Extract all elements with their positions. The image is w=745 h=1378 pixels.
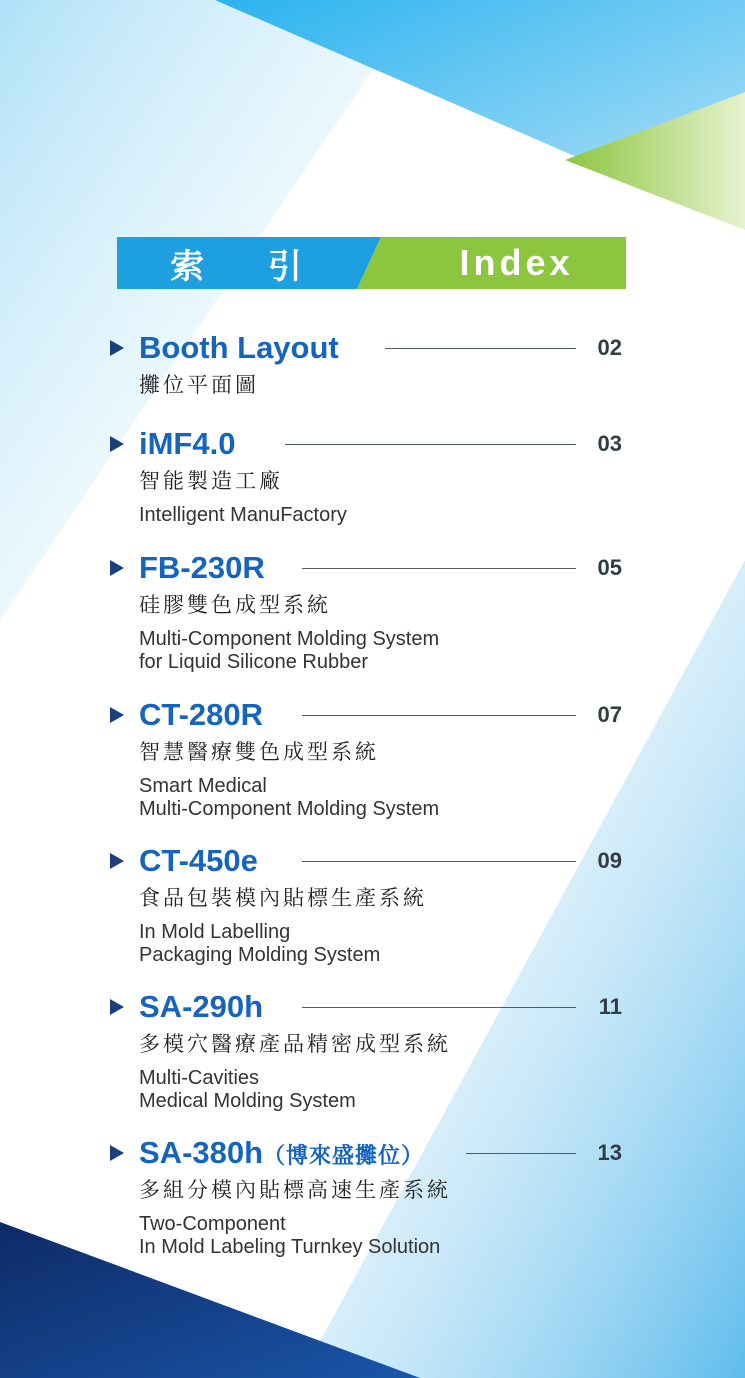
- entry-title: CT-450e: [139, 843, 258, 878]
- entry-title: SA-380h（博來盛攤位）: [139, 1135, 425, 1170]
- bullet-arrow-icon: [110, 436, 124, 452]
- bullet-arrow-icon: [110, 707, 124, 723]
- entry-subtitle-en: [139, 775, 630, 821]
- entry-subtitle-en-line: for Liquid Silicone Rubber: [139, 651, 369, 673]
- page-number: 13: [597, 1140, 622, 1165]
- page-number: 09: [597, 848, 622, 873]
- entry-subtitle-en-line: Packaging Molding System: [139, 944, 381, 966]
- banner-title-en: Index: [459, 242, 574, 283]
- entry-subtitle-cn: 多組分模內貼標高速生產系統: [139, 1178, 451, 1202]
- entry-subtitle-en: [139, 628, 630, 674]
- entry-subtitle-en: [139, 504, 630, 527]
- page-number: 02: [597, 335, 622, 360]
- entry-subtitle-cn: 多模穴醫療產品精密成型系統: [139, 1032, 451, 1056]
- entry-subtitle-en-line: Smart Medical: [139, 775, 267, 797]
- entry-title: CT-280R: [139, 697, 264, 732]
- entry-subtitle-en: [139, 921, 630, 967]
- leader-line: [302, 715, 576, 716]
- entry-subtitle-en-line: In Mold Labeling Turnkey Solution: [139, 1236, 441, 1258]
- bullet-arrow-icon: [110, 560, 124, 576]
- entry-title: FB-230R: [139, 550, 265, 585]
- entry-subtitle-en-line: Medical Molding System: [139, 1090, 356, 1112]
- bullet-arrow-icon: [110, 999, 124, 1015]
- entry-title-note: （博來盛攤位）: [263, 1143, 425, 1168]
- entry-subtitle-cn: 硅膠雙色成型系統: [139, 593, 331, 617]
- leader-line: [466, 1153, 576, 1154]
- entry-subtitle-en: [139, 1213, 630, 1259]
- leader-line: [302, 1007, 576, 1008]
- index-entry[interactable]: [110, 695, 630, 821]
- entry-title: Booth Layout: [139, 330, 339, 365]
- bullet-arrow-icon: [110, 1145, 124, 1161]
- page-number: 07: [597, 702, 622, 727]
- banner-title-cn: 索 引: [170, 246, 328, 287]
- entry-subtitle-en-line: Multi-Cavities: [139, 1067, 260, 1089]
- index-banner: [117, 237, 626, 289]
- entry-subtitle-cn: 智慧醫療雙色成型系統: [139, 740, 379, 764]
- page-number: 11: [598, 994, 622, 1019]
- index-entry[interactable]: [110, 1133, 630, 1259]
- entry-title: iMF4.0: [139, 426, 236, 461]
- entry-title: SA-290h: [139, 989, 264, 1024]
- entry-subtitle-en-line: Multi-Component Molding System: [139, 628, 440, 650]
- leader-line: [302, 568, 576, 569]
- entry-subtitle-cn: 食品包裝模內貼標生產系統: [139, 886, 427, 910]
- entry-subtitle-en-line: Two-Component: [139, 1213, 286, 1235]
- index-entry[interactable]: [110, 548, 630, 674]
- entry-subtitle-en-line: Intelligent ManuFactory: [139, 504, 347, 526]
- entry-subtitle-cn: 攤位平面圖: [139, 373, 259, 397]
- index-entry[interactable]: [110, 841, 630, 967]
- leader-line: [385, 348, 576, 349]
- entry-subtitle-en: [139, 1067, 630, 1113]
- bullet-arrow-icon: [110, 853, 124, 869]
- leader-line: [302, 861, 576, 862]
- leader-line: [285, 444, 576, 445]
- page-number: 05: [597, 555, 622, 580]
- entry-subtitle-en-line: In Mold Labelling: [139, 921, 291, 943]
- bullet-arrow-icon: [110, 340, 124, 356]
- page-number: 03: [597, 431, 622, 456]
- index-entry[interactable]: [110, 987, 630, 1113]
- index-entry[interactable]: [110, 328, 630, 400]
- entry-subtitle-cn: 智能製造工廠: [139, 469, 283, 493]
- entry-subtitle-en-line: Multi-Component Molding System: [139, 798, 440, 820]
- index-entry[interactable]: [110, 424, 630, 527]
